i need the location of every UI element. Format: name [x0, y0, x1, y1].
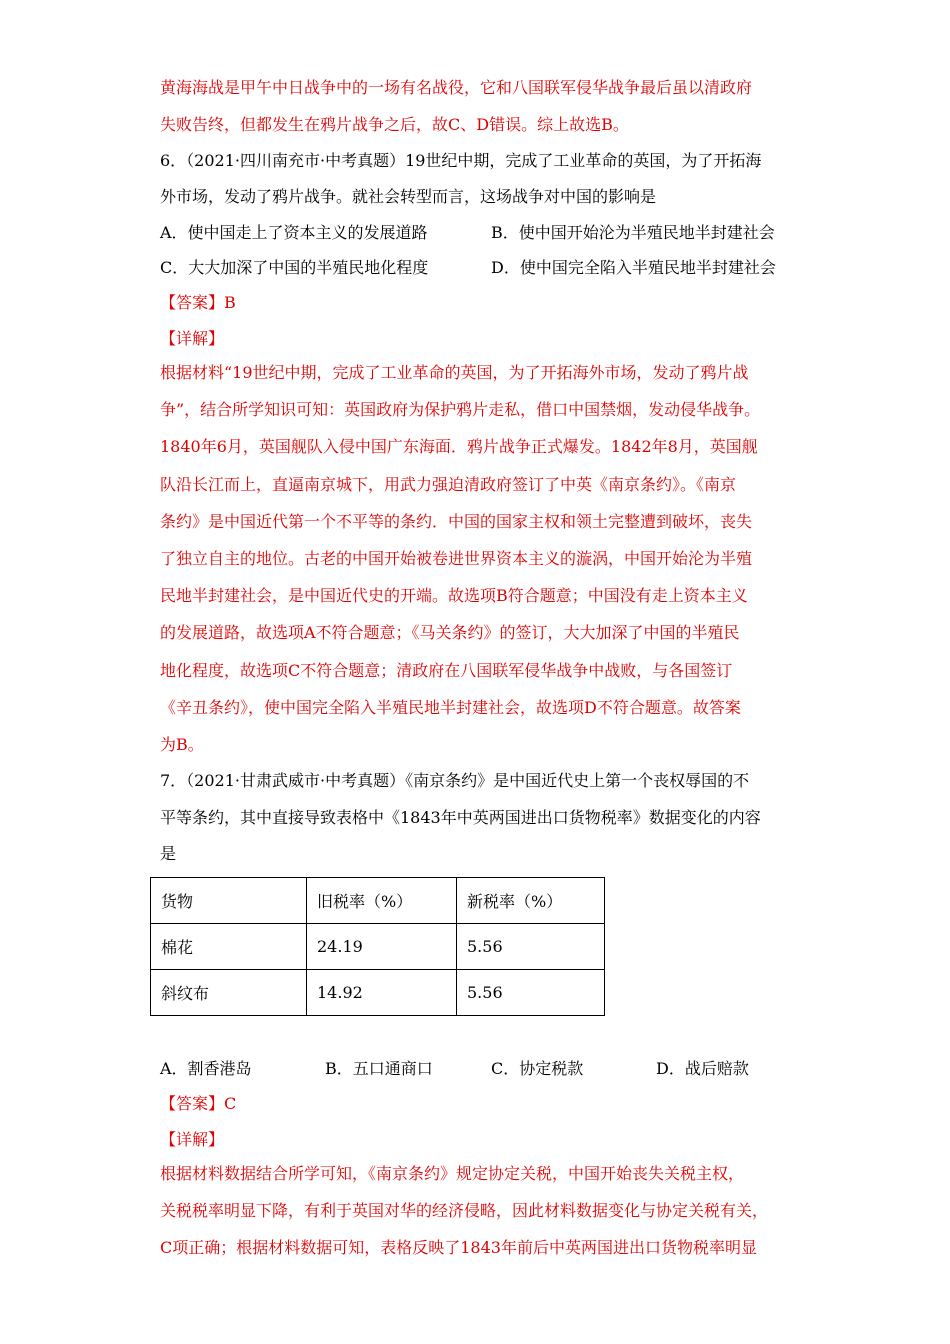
q6-explanation-line: 队沿长江而上，直逼南京城下，用武力强迫清政府签订了中英《南京条约》。《南京	[160, 475, 737, 494]
q7-answer: 【答案】C	[160, 1094, 237, 1113]
q6-detail-label: 【详解】	[160, 329, 225, 348]
q7-option-a: A．割香港岛	[160, 1059, 252, 1078]
table-header-cell: 旧税率（%）	[307, 878, 457, 924]
q6-answer: 【答案】B	[160, 293, 236, 312]
q6-explanation-line: 了独立自主的地位。古老的中国开始被卷进世界资本主义的漩涡，中国开始沦为半殖	[160, 549, 753, 568]
table-header-cell: 新税率（%）	[457, 878, 605, 924]
q7-detail-label: 【详解】	[160, 1130, 225, 1149]
q6-explanation-line: 条约》是中国近代第一个不平等的条约．中国的国家主权和领土完整遭到破坏，丧失	[160, 512, 753, 531]
q7-explanation-line: 关税税率明显下降，有利于英国对华的经济侵略，因此材料数据变化与协定关税有关，	[160, 1201, 769, 1220]
table-header-cell: 货物	[151, 878, 307, 924]
table-header-row	[151, 878, 605, 924]
table-cell: 5.56	[457, 970, 605, 1016]
q6-explanation-line: 为B。	[160, 735, 204, 754]
tax-rate-table	[150, 877, 605, 1016]
q6-option-d: D．使中国完全陷入半殖民地半封建社会	[491, 258, 776, 277]
question-6-stem: 6．（2021·四川南充市·中考真题）19世纪中期，完成了工业革命的英国，为了开拓海	[160, 151, 762, 170]
table-cell: 斜纹布	[151, 970, 307, 1016]
prev-explanation-line: 失败告终，但都发生在鸦片战争之后，故C、D错误。综上故选B。	[160, 115, 629, 134]
table-cell: 14.92	[307, 970, 457, 1016]
q6-explanation-line: 地化程度，故选项C不符合题意；清政府在八国联军侵华战争中战败，与各国签订	[160, 661, 733, 680]
q6-explanation-line: 争”，结合所学知识可知：英国政府为保护鸦片走私，借口中国禁烟，发动侵华战争。	[160, 400, 761, 419]
question-6-stem: 外市场，发动了鸦片战争。就社会转型而言，这场战争对中国的影响是	[160, 187, 657, 206]
q6-explanation-line: 《辛丑条约》，使中国完全陷入半殖民地半封建社会，故选项D不符合题意。故答案	[160, 698, 741, 717]
q6-explanation-line: 民地半封建社会，是中国近代史的开端。故选项B符合题意；中国没有走上资本主义	[160, 586, 748, 605]
q7-option-d: D．战后赔款	[656, 1059, 749, 1078]
table-cell: 5.56	[457, 924, 605, 970]
q6-option-a: A．使中国走上了资本主义的发展道路	[160, 223, 428, 242]
q7-option-b: B．五口通商口	[325, 1059, 433, 1078]
q6-option-c: C．大大加深了中国的半殖民地化程度	[160, 258, 429, 277]
q7-option-c: C．协定税款	[491, 1059, 584, 1078]
table-cell: 棉花	[151, 924, 307, 970]
q6-explanation-line: 1840年6月，英国舰队入侵中国广东海面．鸦片战争正式爆发。1842年8月，英国舰	[160, 437, 758, 456]
q6-explanation-line: 的发展道路，故选项A不符合题意；《马关条约》的签订，大大加深了中国的半殖民	[160, 623, 740, 642]
question-7-stem: 7．（2021·甘肃武威市·中考真题）《南京条约》是中国近代史上第一个丧权辱国的不	[160, 771, 750, 790]
question-7-stem: 平等条约，其中直接导致表格中《1843年中英两国进出口货物税率》数据变化的内容	[160, 808, 761, 827]
q6-explanation-line: 根据材料“19世纪中期，完成了工业革命的英国，为了开拓海外市场，发动了鸦片战	[160, 363, 749, 382]
table-row	[151, 970, 605, 1016]
prev-explanation-line: 黄海海战是甲午中日战争中的一场有名战役，它和八国联军侵华战争最后虽以清政府	[160, 78, 753, 97]
table-row	[151, 924, 605, 970]
q7-explanation-line: C项正确；根据材料数据可知，表格反映了1843年前后中英两国进出口货物税率明显	[160, 1238, 757, 1257]
table-cell: 24.19	[307, 924, 457, 970]
question-7-stem: 是	[160, 844, 177, 863]
q6-option-b: B．使中国开始沦为半殖民地半封建社会	[491, 223, 775, 242]
q7-explanation-line: 根据材料数据结合所学可知，《南京条约》规定协定关税，中国开始丧失关税主权，	[160, 1164, 745, 1183]
